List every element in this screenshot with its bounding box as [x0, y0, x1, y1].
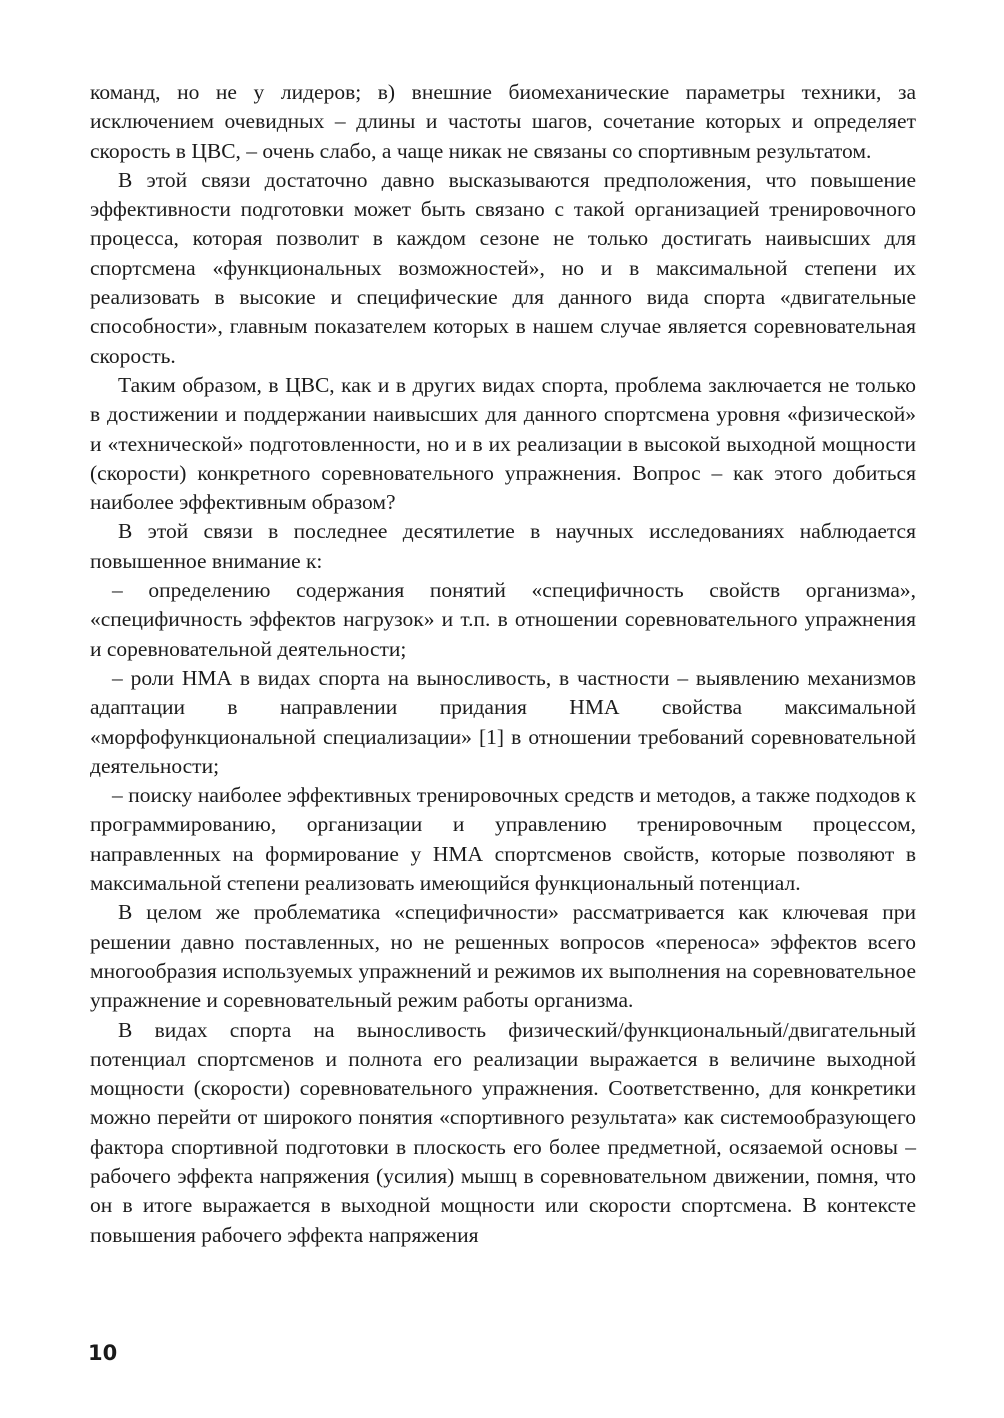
paragraph: Таким образом, в ЦВС, как и в других видах спорта, проблема заключается не только в достижении и поддержании наивысших для данного спортсмена уровня «физической» и «технической» подготовленности, но и в их реализации в высокой выходной мощности (скорости) конкретного соревновательного упражнения. Вопрос – как этого добиться наиболее эффективным образом? — [90, 372, 916, 515]
paragraph: В видах спорта на выносливость физический/функциональный/двигательный потенциал спортсменов и полнота его реализации выражается в величине выходной мощности (скорости) соревновательного упражнения. Соответственно, для конкретики можно перейти от широкого понятия «спортивного результата» как системообразующего фактора спортивной подготовки в плоскость его более предметной, осязаемой основы – рабочего эффекта напряжения (усилия) мышц в соревновательном движении, помня, что он в итоге выражается в выходной мощности или скорости спортсмена. В контексте повышения рабочего эффекта напряжения — [90, 1017, 916, 1247]
list-item: – определению содержания понятий «специфичность свойств организма», «специфичность эффектов нагрузок» и т.п. в отношении соревновательного упражнения и соревновательной деятельности; — [90, 578, 916, 661]
page-body — [90, 78, 916, 1250]
list-item: – поиску наиболее эффективных тренировочных средств и методов, а также подходов к программированию, организации и управлению тренировочным процессом, направленных на формирование у НМА спортсменов свойств, которые позволяют в максимальной степени реализовать имеющийся функциональный потенциал. — [90, 783, 916, 896]
paragraph-continued: команд, но не у лидеров; в) внешние биомеханические параметры техники, за исключением очевидных – длины и частоты шагов, сочетание которых и определяет скорость в ЦВС, – очень слабо, а чаще никак не связаны со спортивным результатом. — [90, 80, 916, 163]
paragraph: В этой связи в последнее десятилетие в научных исследованиях наблюдается повышенное внимание к: — [90, 519, 916, 573]
list-item: – роли НМА в видах спорта на выносливость, в частности – выявлению механизмов адаптации в направлении придания НМА свойства максимальной «морфофункциональной специализации» [1] в отношении требований соревновательной деятельности; — [90, 665, 916, 778]
paragraph: В этой связи достаточно давно высказываются предположения, что повышение эффективности подготовки может быть связано с такой организацией тренировочного процесса, которая позволит в каждом сезоне не только достигать наивысших для спортсмена «функциональных возможностей», но и в максимальной степени их реализовать в высокие и специфические для данного вида спорта «двигательные способности», главным показателем которых в нашем случае является соревновательная скорость. — [90, 167, 916, 368]
paragraph: В целом же проблематика «специфичности» рассматривается как ключевая при решении давно поставленных, но не решенных вопросов «переноса» эффектов всего многообразия используемых упражнений и режимов их выполнения на соревновательное упражнение и соревновательный режим работы организма. — [90, 900, 916, 1013]
page-number: 10 — [88, 1341, 118, 1365]
